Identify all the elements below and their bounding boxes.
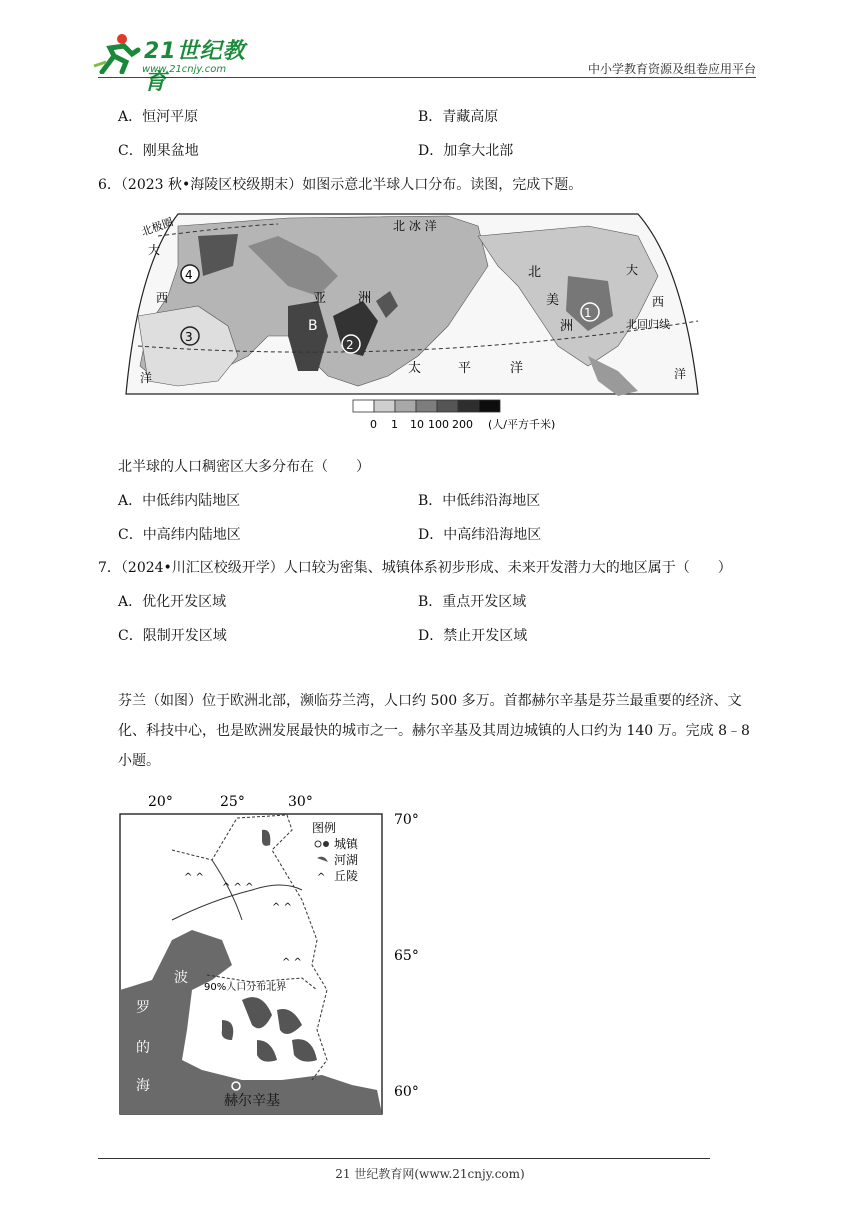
svg-text:60°: 60° (394, 1084, 419, 1100)
q7-stem: 7．（2024•川汇区校级开学）人口较为密集、城镇体系初步形成、未来开发潜力大的地区属于（ ） (98, 560, 732, 576)
map-label-tropic: 北回归线 (626, 318, 670, 331)
header-divider (98, 77, 756, 78)
runner-logo-icon (92, 32, 142, 74)
map-marker-b: B (308, 318, 318, 334)
map-label-asia-1: 亚 (313, 291, 327, 306)
svg-text:10: 10 (410, 418, 424, 431)
footer-text[interactable]: 21 世纪教育网(www.21cnjy.com) (335, 1167, 525, 1181)
svg-text:30°: 30° (288, 794, 313, 810)
map-label-atlantic-4: 大 (626, 263, 639, 277)
map-label-arctic-circle: 北极圈 (139, 215, 176, 239)
population-distribution-map (118, 206, 702, 436)
finland-legend-title: 图例 (312, 821, 337, 835)
q5-option-a[interactable]: A．恒河平原 (118, 109, 199, 125)
svg-text:70°: 70° (394, 812, 419, 828)
map-legend (353, 400, 555, 431)
map-marker-4: 4 (185, 268, 193, 282)
q6-option-c[interactable]: C．中高纬内陆地区 (118, 527, 241, 543)
q5-option-d[interactable]: D．加拿大北部 (418, 143, 514, 159)
finland-map (112, 790, 442, 1120)
svg-text:(人/平方千米): (人/平方千米) (488, 418, 556, 431)
svg-text:65°: 65° (394, 948, 419, 964)
q6-option-a[interactable]: A．中低纬内陆地区 (118, 493, 241, 509)
q5-option-c[interactable]: C．刚果盆地 (118, 143, 199, 159)
finland-passage: 芬兰（如图）位于欧洲北部，濒临芬兰湾，人口约 500 多万。首都赫尔辛基是芬兰最重要的经济、文化、科技中心，也是欧洲发展最快的城市之一。赫尔辛基及其周边城镇的人口约为 140 万。完成 8﹣8 小题。 (118, 693, 750, 769)
map-label-asia-2: 洲 (358, 291, 372, 306)
sea-label-2: 罗 (136, 1000, 150, 1016)
map-label-atlantic-1: 大 (148, 243, 161, 257)
map-label-arctic-ocean: 北 冰 洋 (393, 219, 437, 233)
map-label-atlantic-3: 洋 (140, 371, 153, 385)
logo-url-text: www.21cnjy.com (142, 64, 227, 75)
map-marker-2: 2 (346, 338, 354, 352)
city-label-helsinki: 赫尔辛基 (224, 1093, 280, 1109)
q7-option-c[interactable]: C．限制开发区域 (118, 628, 227, 644)
map-label-atlantic-5: 西 (652, 295, 665, 309)
svg-text:^ ^: ^ ^ (272, 902, 292, 913)
map-label-pacific-3: 洋 (510, 361, 524, 376)
site-logo[interactable] (92, 32, 262, 95)
page-header (0, 0, 860, 95)
svg-text:^ ^: ^ ^ (184, 872, 204, 883)
map-label-atlantic-6: 洋 (674, 367, 687, 381)
finland-legend-town: 城镇 (334, 837, 359, 851)
q6-stem: 6．（2023 秋•海陵区校级期末）如图示意北半球人口分布。读图，完成下题。 (98, 177, 583, 193)
map-marker-3: 3 (185, 330, 193, 344)
svg-text:0: 0 (370, 418, 377, 431)
svg-text:1: 1 (391, 418, 398, 431)
svg-text:200: 200 (452, 418, 473, 431)
q6-option-d[interactable]: D．中高纬沿海地区 (418, 527, 542, 543)
svg-text:^: ^ (317, 872, 326, 883)
finland-legend-lakes: 河湖 (334, 853, 359, 867)
footer-divider (98, 1158, 710, 1159)
sea-label-1: 波 (174, 970, 188, 986)
map-label-atlantic-2: 西 (156, 291, 169, 305)
header-platform-text: 中小学教育资源及组卷应用平台 (587, 62, 756, 76)
boundary-label: 90%人口分布北界 (204, 982, 287, 993)
map-label-na-1: 北 (528, 265, 542, 280)
map-marker-1: 1 (584, 306, 592, 320)
q6-option-b[interactable]: B．中低纬沿海地区 (418, 493, 541, 509)
map-label-na-3: 洲 (560, 319, 574, 334)
svg-text:100: 100 (428, 418, 449, 431)
q6-sub-question: 北半球的人口稠密区大多分布在（ ） (118, 459, 370, 475)
svg-text:^ ^: ^ ^ (282, 957, 302, 968)
svg-text:25°: 25° (220, 794, 245, 810)
q7-option-d[interactable]: D．禁止开发区域 (418, 628, 528, 644)
sea-label-3: 的 (136, 1040, 150, 1056)
sea-label-4: 海 (136, 1078, 150, 1094)
q7-option-a[interactable]: A．优化开发区域 (118, 594, 227, 610)
q5-option-b[interactable]: B．青藏高原 (418, 109, 499, 125)
map-label-pacific-1: 太 (408, 361, 422, 376)
svg-text:20°: 20° (148, 794, 173, 810)
finland-legend-hills: 丘陵 (334, 869, 359, 883)
map-label-na-2: 美 (546, 293, 560, 308)
q7-option-b[interactable]: B．重点开发区域 (418, 594, 527, 610)
logo-main-text: 21世纪教育 (144, 39, 246, 95)
svg-text:^ ^ ^: ^ ^ ^ (222, 882, 254, 893)
map-label-pacific-2: 平 (458, 361, 472, 376)
